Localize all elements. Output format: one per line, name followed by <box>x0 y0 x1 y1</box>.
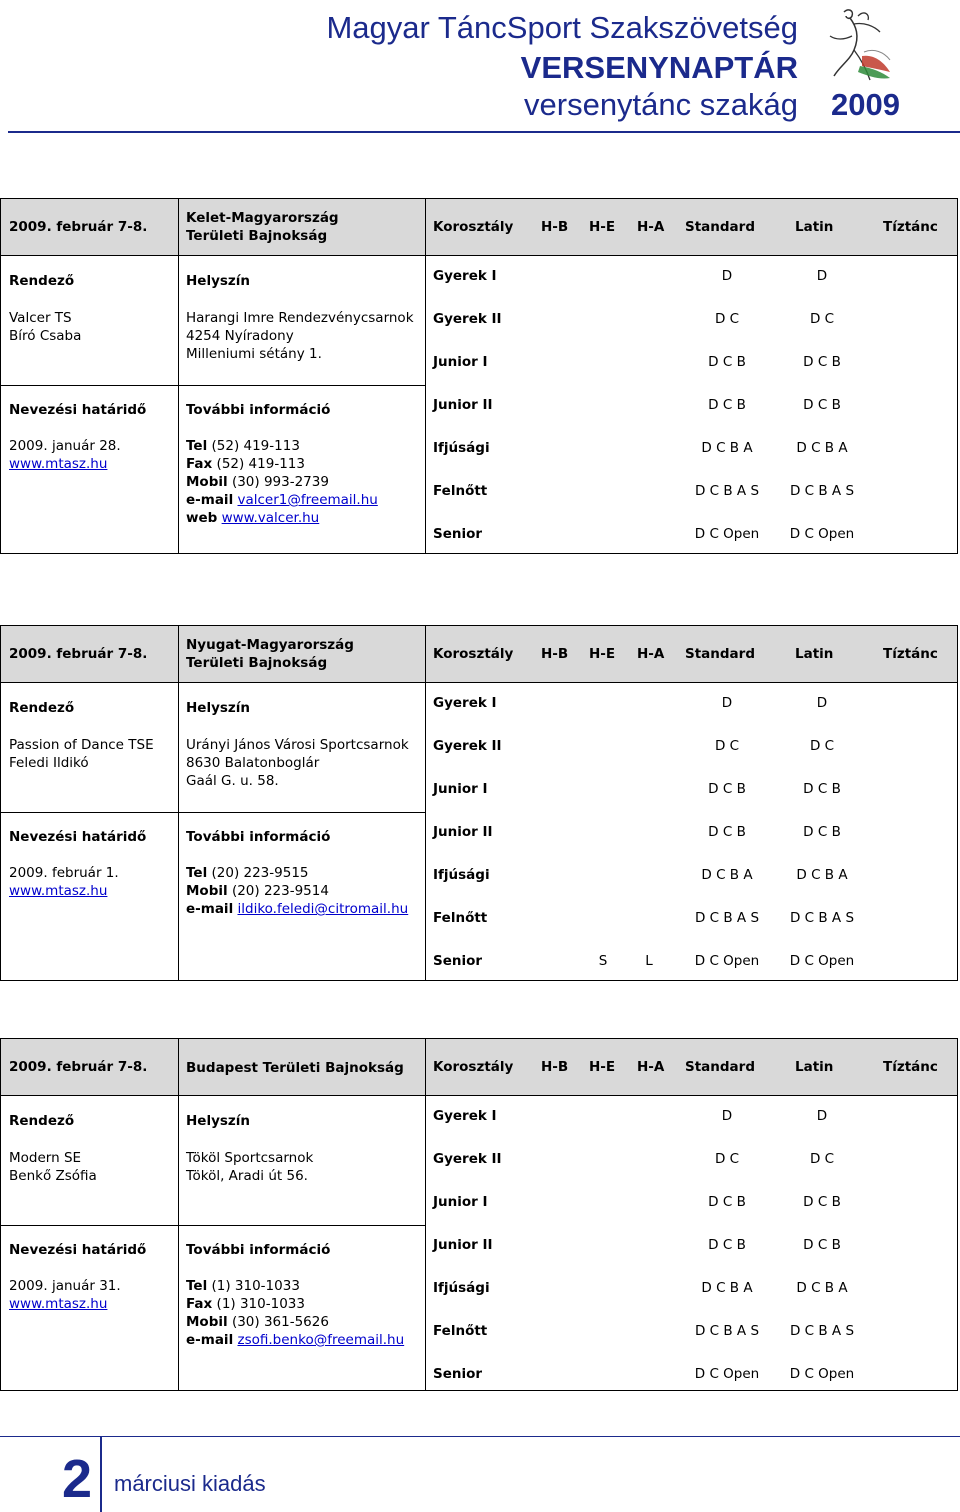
latin-classes: D C <box>809 311 835 327</box>
deadline-label: Nevezési határidő <box>9 402 147 418</box>
event-date: 2009. február 7-8. <box>9 219 148 235</box>
mtasz-link[interactable]: www.mtasz.hu <box>9 1296 108 1312</box>
latin-classes: D C B <box>803 1194 841 1210</box>
ha-class: L <box>645 953 653 969</box>
category-row <box>425 1105 957 1127</box>
category-grid <box>425 199 957 553</box>
deadline-label: Nevezési határidő <box>9 1242 147 1258</box>
age-group: Felnőtt <box>433 910 488 926</box>
standard-classes: D C B <box>708 781 746 797</box>
latin-classes: D C B A S <box>789 910 855 926</box>
venue-label: Helyszín <box>186 1113 251 1129</box>
he-class: S <box>598 953 608 969</box>
standard-classes: D <box>721 695 733 711</box>
header-divider <box>8 131 960 133</box>
age-group: Junior I <box>433 1194 488 1210</box>
latin-classes: D C B <box>803 781 841 797</box>
deadline: 2009. január 31. www.mtasz.hu <box>9 1278 121 1312</box>
category-row <box>425 907 957 929</box>
standard-classes: D C Open <box>694 526 760 542</box>
age-group: Junior II <box>433 824 493 840</box>
latin-classes: D <box>816 268 828 284</box>
standard-classes: D C B <box>708 397 746 413</box>
footer-divider <box>0 1436 960 1437</box>
age-group: Junior I <box>433 354 488 370</box>
standard-classes: D C B <box>708 1194 746 1210</box>
organizer: Modern SE Benkő Zsófia <box>9 1150 97 1184</box>
row-divider <box>1 812 425 813</box>
deadline: 2009. február 1. www.mtasz.hu <box>9 865 119 899</box>
age-group: Felnőtt <box>433 483 488 499</box>
age-group: Ifjúsági <box>433 1280 490 1296</box>
latin-classes: D <box>816 1108 828 1124</box>
category-grid <box>425 1039 957 1390</box>
division-title: versenytánc szakág <box>524 87 798 122</box>
age-group: Gyerek II <box>433 738 502 754</box>
row-divider <box>1 1225 425 1226</box>
page-number: 2 <box>62 1449 93 1509</box>
venue: Tököl Sportcsarnok Tököl, Aradi út 56. <box>186 1150 314 1184</box>
info-label: További információ <box>186 1242 331 1258</box>
category-row <box>425 1191 957 1213</box>
row-divider <box>1 385 425 386</box>
category-row <box>425 950 957 972</box>
contact-info: Tel (52) 419-113 Fax (52) 419-113 Mobil (30) 993-2739 e-mail valcer1@freemail.hu web www.valcer.hu <box>186 438 378 526</box>
age-group: Gyerek I <box>433 1108 497 1124</box>
category-row <box>425 735 957 757</box>
age-group: Gyerek II <box>433 1151 502 1167</box>
latin-classes: D C <box>809 1151 835 1167</box>
column-divider <box>178 1039 179 1390</box>
contact-info: Tel (20) 223-9515 Mobil (20) 223-9514 e-mail ildiko.feledi@citromail.hu <box>186 865 409 917</box>
standard-classes: D C B <box>708 824 746 840</box>
standard-classes: D C Open <box>694 1366 760 1382</box>
standard-classes: D C B A S <box>694 483 760 499</box>
standard-classes: D C <box>714 311 740 327</box>
latin-classes: D C B <box>803 824 841 840</box>
age-group: Gyerek I <box>433 268 497 284</box>
info-label: További információ <box>186 402 331 418</box>
category-row <box>425 265 957 287</box>
category-header-row: Korosztály H-B H-E H-A Standard Latin Tíztánc <box>433 1059 938 1075</box>
column-divider <box>178 626 179 980</box>
category-row <box>425 864 957 886</box>
venue-label: Helyszín <box>186 700 251 716</box>
organizer-label: Rendező <box>9 1113 75 1129</box>
category-row <box>425 1363 957 1385</box>
latin-classes: D C B <box>803 397 841 413</box>
category-grid <box>425 626 957 980</box>
category-row <box>425 480 957 502</box>
latin-classes: D C Open <box>789 526 855 542</box>
event-title: Nyugat-Magyarország Területi Bajnokság <box>186 637 354 671</box>
latin-classes: D C B A S <box>789 1323 855 1339</box>
email-link[interactable]: ildiko.feledi@citromail.hu <box>237 901 409 917</box>
federation-name: Magyar TáncSport Szakszövetség <box>326 10 798 45</box>
category-row <box>425 692 957 714</box>
email-link[interactable]: zsofi.benko@freemail.hu <box>237 1332 405 1348</box>
deadline-label: Nevezési határidő <box>9 829 147 845</box>
event-date: 2009. február 7-8. <box>9 646 148 662</box>
event-title: Kelet-Magyarország Területi Bajnokság <box>186 210 339 244</box>
venue-label: Helyszín <box>186 273 251 289</box>
category-row <box>425 821 957 843</box>
category-row <box>425 394 957 416</box>
age-group: Junior II <box>433 397 493 413</box>
organizer-label: Rendező <box>9 700 75 716</box>
age-group: Junior I <box>433 781 488 797</box>
age-group: Gyerek II <box>433 311 502 327</box>
contact-info: Tel (1) 310-1033 Fax (1) 310-1033 Mobil (30) 361-5626 e-mail zsofi.benko@freemail.hu <box>186 1278 405 1348</box>
latin-classes: D C Open <box>789 953 855 969</box>
email-link[interactable]: valcer1@freemail.hu <box>237 492 378 508</box>
deadline: 2009. január 28. www.mtasz.hu <box>9 438 121 472</box>
age-group: Junior II <box>433 1237 493 1253</box>
website-link[interactable]: www.valcer.hu <box>221 510 320 526</box>
latin-classes: D C B A <box>796 867 848 883</box>
age-group: Senior <box>433 1366 483 1382</box>
standard-classes: D C B A <box>701 440 753 456</box>
dancing-couple-logo-icon <box>804 6 899 88</box>
category-header-row: Korosztály H-B H-E H-A Standard Latin Tíztánc <box>433 646 938 662</box>
standard-classes: D C B A S <box>694 1323 760 1339</box>
category-row <box>425 1277 957 1299</box>
venue: Urányi János Városi Sportcsarnok 8630 Balatonboglár Gaál G. u. 58. <box>186 737 409 789</box>
edition-label: márciusi kiadás <box>114 1471 266 1496</box>
age-group: Felnőtt <box>433 1323 488 1339</box>
latin-classes: D C B <box>803 354 841 370</box>
age-group: Ifjúsági <box>433 440 490 456</box>
column-divider <box>178 199 179 553</box>
standard-classes: D C B A <box>701 1280 753 1296</box>
category-header-row: Korosztály H-B H-E H-A Standard Latin Tíztánc <box>433 219 938 235</box>
category-row <box>425 1234 957 1256</box>
age-group: Ifjúsági <box>433 867 490 883</box>
organizer: Valcer TS Bíró Csaba <box>9 310 82 344</box>
calendar-title: VERSENYNAPTÁR <box>520 50 798 85</box>
standard-classes: D C <box>714 1151 740 1167</box>
mtasz-link[interactable]: www.mtasz.hu <box>9 456 108 472</box>
standard-classes: D C B A S <box>694 910 760 926</box>
standard-classes: D <box>721 268 733 284</box>
footer-vertical-rule <box>100 1436 102 1512</box>
mtasz-link[interactable]: www.mtasz.hu <box>9 883 108 899</box>
latin-classes: D C B <box>803 1237 841 1253</box>
standard-classes: D C B <box>708 1237 746 1253</box>
category-row <box>425 308 957 330</box>
standard-classes: D C Open <box>694 953 760 969</box>
age-group: Senior <box>433 953 483 969</box>
info-label: További információ <box>186 829 331 845</box>
standard-classes: D <box>721 1108 733 1124</box>
standard-classes: D C <box>714 738 740 754</box>
venue: Harangi Imre Rendezvénycsarnok 4254 Nyíradony Milleniumi sétány 1. <box>186 310 414 362</box>
latin-classes: D C Open <box>789 1366 855 1382</box>
event-table <box>0 1038 958 1391</box>
event-table <box>0 198 958 554</box>
latin-classes: D C <box>809 738 835 754</box>
category-row <box>425 778 957 800</box>
category-row <box>425 523 957 545</box>
event-table <box>0 625 958 981</box>
age-group: Senior <box>433 526 483 542</box>
standard-classes: D C B <box>708 354 746 370</box>
latin-classes: D C B A <box>796 1280 848 1296</box>
organizer: Passion of Dance TSE Feledi Ildikó <box>9 737 154 771</box>
calendar-year: 2009 <box>831 87 900 122</box>
latin-classes: D C B A <box>796 440 848 456</box>
organizer-label: Rendező <box>9 273 75 289</box>
category-row <box>425 437 957 459</box>
event-title: Budapest Területi Bajnokság <box>186 1060 404 1076</box>
standard-classes: D C B A <box>701 867 753 883</box>
age-group: Gyerek I <box>433 695 497 711</box>
latin-classes: D C B A S <box>789 483 855 499</box>
category-row <box>425 351 957 373</box>
category-row <box>425 1148 957 1170</box>
latin-classes: D <box>816 695 828 711</box>
event-date: 2009. február 7-8. <box>9 1059 148 1075</box>
category-row <box>425 1320 957 1342</box>
